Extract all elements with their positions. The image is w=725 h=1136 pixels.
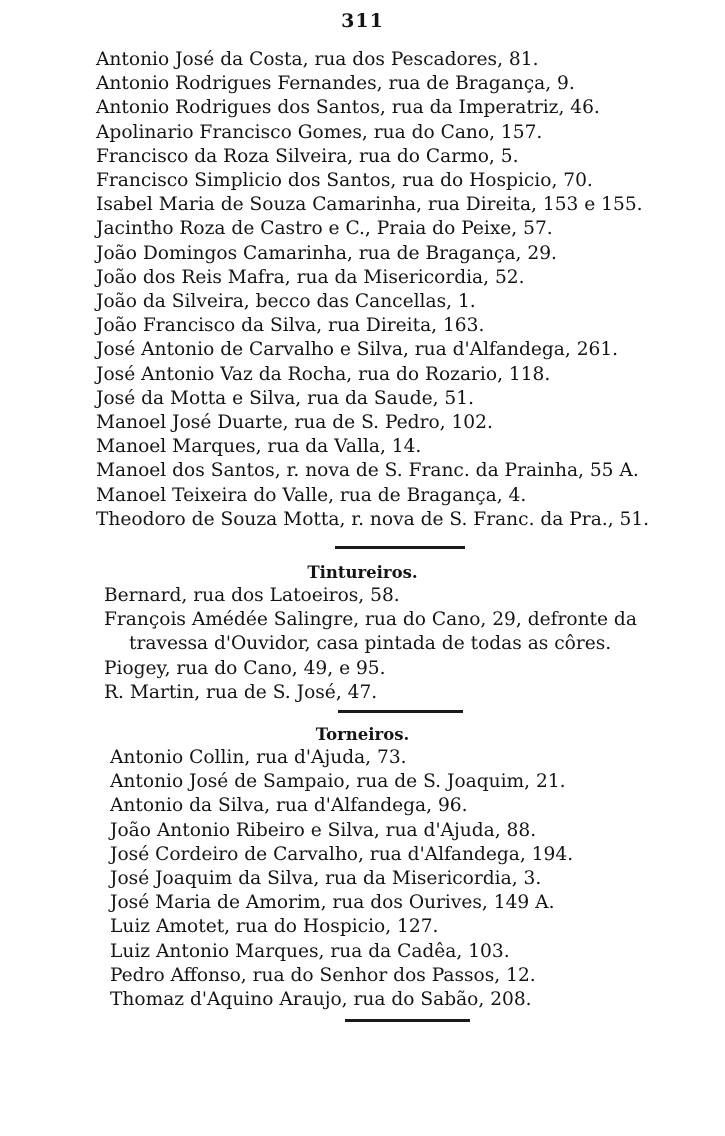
list-entry: Antonio Collin, rua d'Ajuda, 73.	[110, 747, 407, 768]
main-list	[96, 48, 705, 532]
list-entry: Jacintho Roza de Castro e C., Praia do Peixe, 57.	[96, 218, 553, 240]
list-entry: Isabel Maria de Souza Camarinha, rua Direita, 153 e 155.	[96, 194, 643, 216]
list-entry: José Cordeiro de Carvalho, rua d'Alfandega, 194.	[110, 843, 574, 865]
list-entry-continuation: travessa d'Ouvidor, casa pintada de todas as côres.	[129, 633, 612, 655]
list-entry: Francisco Simplicio dos Santos, rua do Hospicio, 70.	[96, 170, 593, 192]
list-entry: Piogey, rua do Cano, 49, e 95.	[104, 657, 386, 679]
list-entry: Antonio da Silva, rua d'Alfandega, 96.	[110, 795, 468, 817]
list-entry: Thomaz d'Aquino Araujo, rua do Sabão, 208.	[110, 989, 532, 1011]
list-entry: Manoel Marques, rua da Valla, 14.	[96, 436, 422, 458]
list-entry: Antonio Rodrigues dos Santos, rua da Imperatriz, 46.	[96, 97, 600, 119]
list-entry: José Maria de Amorim, rua dos Ourives, 149 A.	[110, 892, 555, 914]
list-entry: Antonio José da Costa, rua dos Pescadores, 81.	[96, 49, 539, 70]
list-entry: Francisco da Roza Silveira, rua do Carmo, 5.	[96, 145, 519, 167]
list-entry: José Joaquim da Silva, rua da Misericordia, 3.	[110, 868, 542, 890]
list-entry: Luiz Amotet, rua do Hospicio, 127.	[110, 916, 439, 938]
list-entry: José da Motta e Silva, rua da Saude, 51.	[96, 387, 474, 409]
list-entry: Manoel Teixeira do Valle, rua de Bragança, 4.	[96, 484, 527, 506]
section-divider	[335, 546, 465, 549]
list-entry: João dos Reis Mafra, rua da Misericordia, 52.	[96, 266, 525, 288]
section-title-torneiros: Torneiros.	[315, 725, 410, 744]
page-number: 311	[341, 10, 384, 32]
list-entry: Bernard, rua dos Latoeiros, 58.	[104, 585, 400, 606]
list-entry: Manoel José Duarte, rua de S. Pedro, 102.	[96, 412, 493, 434]
list-entry: Pedro Affonso, rua do Senhor dos Passos, 12.	[110, 964, 536, 986]
list-entry: François Amédée Salingre, rua do Cano, 29, defronte da	[104, 609, 637, 631]
list-entry: Antonio Rodrigues Fernandes, rua de Bragança, 9.	[96, 73, 575, 95]
section-divider	[338, 710, 463, 713]
list-entry: José Antonio de Carvalho e Silva, rua d'Alfandega, 261.	[96, 339, 619, 361]
list-entry: José Antonio Vaz da Rocha, rua do Rozario, 118.	[96, 363, 551, 385]
list-entry: Manoel dos Santos, r. nova de S. Franc. da Prainha, 55 A.	[96, 460, 639, 482]
section-tintureiros	[104, 558, 705, 705]
list-entry: Luiz Antonio Marques, rua da Cadêa, 103.	[110, 940, 510, 962]
list-entry: João da Silveira, becco das Cancellas, 1.	[96, 291, 476, 313]
list-entry: João Francisco da Silva, rua Direita, 163.	[96, 315, 485, 337]
list-entry: R. Martin, rua de S. José, 47.	[104, 681, 378, 703]
list-entry: João Antonio Ribeiro e Silva, rua d'Ajuda, 88.	[110, 819, 537, 841]
list-entry: Antonio José de Sampaio, rua de S. Joaquim, 21.	[110, 771, 566, 793]
list-entry: Theodoro de Souza Motta, r. nova de S. Franc. da Pra., 51.	[96, 508, 650, 530]
list-entry: João Domingos Camarinha, rua de Bragança, 29.	[96, 242, 557, 264]
section-title-tintureiros: Tintureiros.	[307, 563, 418, 582]
section-divider	[345, 1019, 470, 1022]
section-torneiros	[110, 720, 705, 1012]
list-entry: Apolinario Francisco Gomes, rua do Cano, 157.	[96, 121, 543, 143]
